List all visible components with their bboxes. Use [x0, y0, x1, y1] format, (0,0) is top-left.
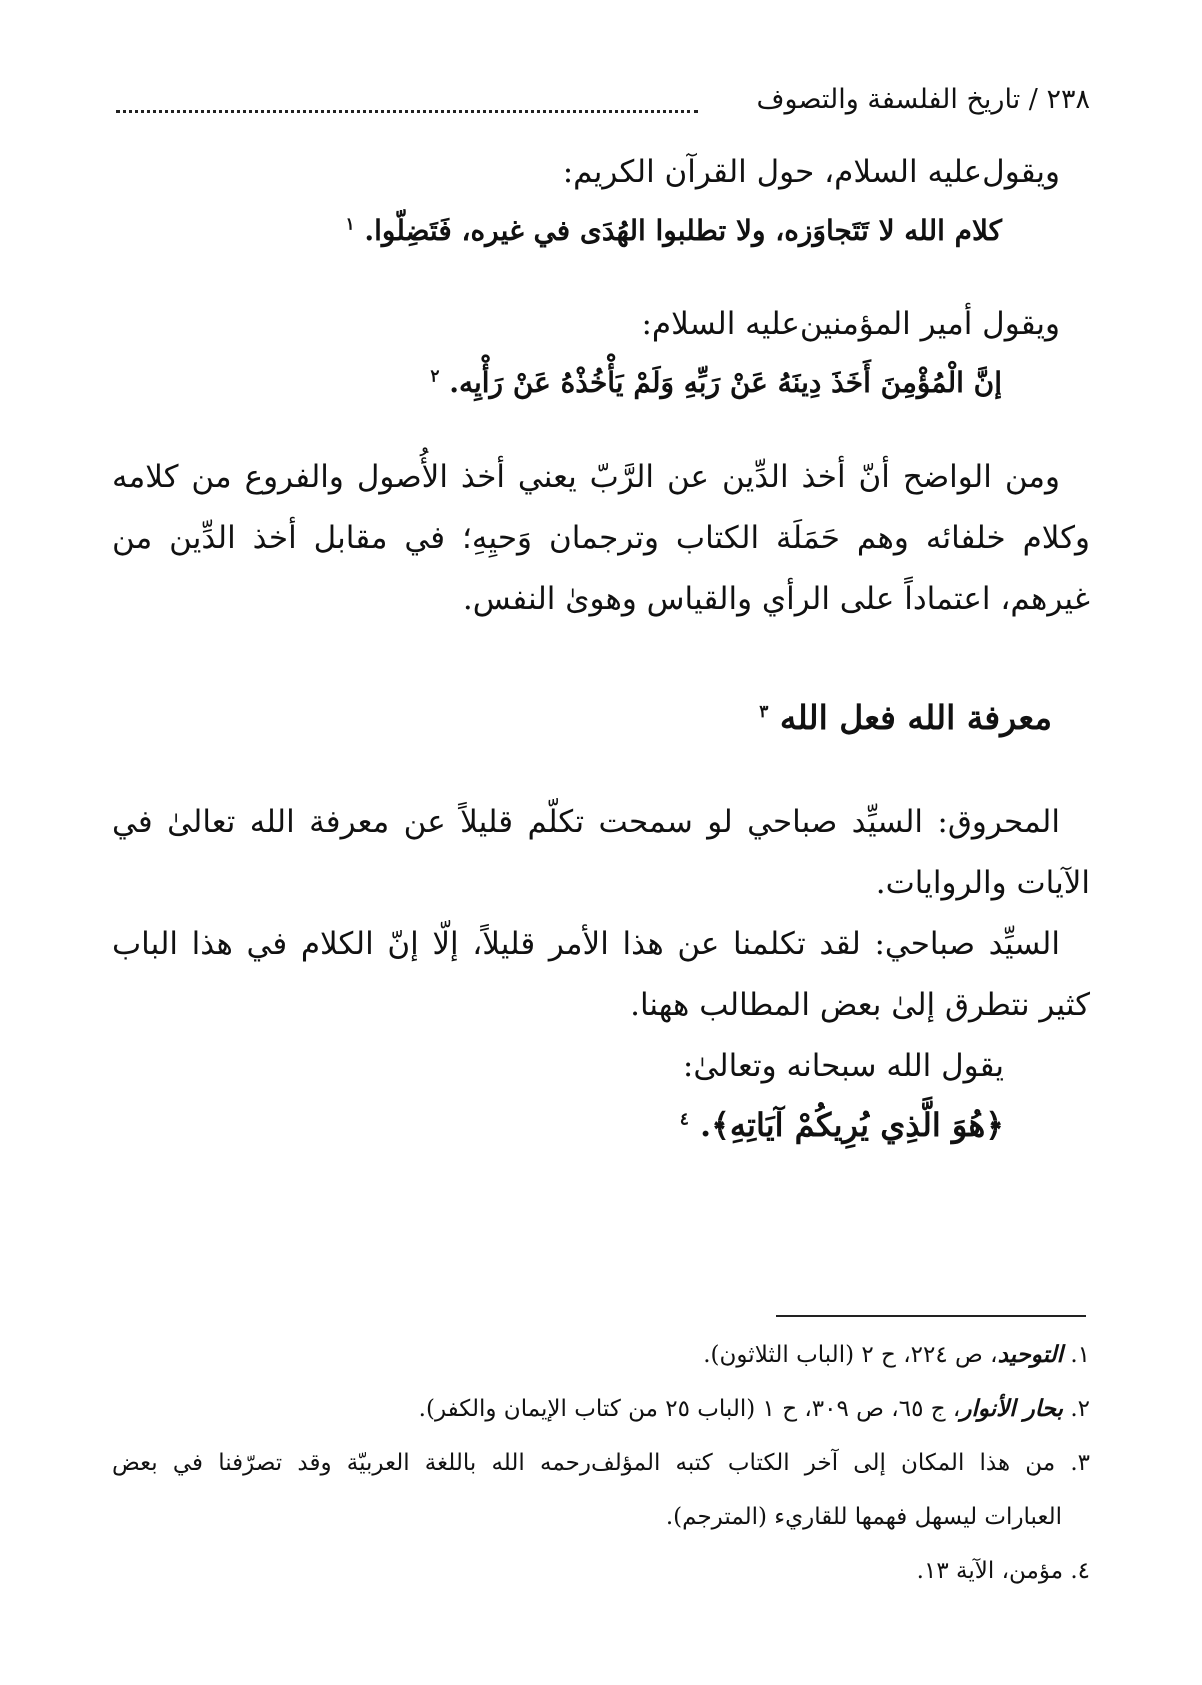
paragraph-1-line-3: غيرهم، اعتماداً على الرأي والقياس وهوىٰ النفس.: [462, 581, 1090, 617]
footnote-3-line-1: ٣. من هذا المكان إلى آخر الكتاب كتبه المؤلف‌رحمه الله باللغة العربيّة وقد تصرّفنا في بعض: [112, 1450, 1090, 1476]
section-title: [759, 695, 1052, 741]
footnote-ref-3: ٣: [759, 702, 769, 722]
paragraph-1-line-2: وكلام خلفائه وهم حَمَلَة الكتاب وترجمان وَحيِهِ؛ في مقابل أخذ الدِّين من: [112, 520, 1090, 556]
footnote-2: [419, 1392, 1090, 1426]
footnote-4: ٤. مؤمن، الآية ١٣.: [916, 1558, 1090, 1584]
footnote-3-line-2: العبارات ليسهل فهمها للقاريء (المترجم).: [665, 1504, 1062, 1530]
dialogue-2-line-2: كثير نتطرق إلىٰ بعض المطالب ههنا.: [630, 987, 1090, 1023]
footnote-1-number: ١.: [1063, 1342, 1090, 1368]
paragraph-1-line-1: ومن الواضح أنّ أخذ الدِّين عن الرَّبّ يعني أخذ الأُصول والفروع من كلامه: [112, 459, 1060, 495]
footnote-2-number: ٢.: [1063, 1396, 1090, 1422]
footnote-ref-1: ١: [345, 214, 355, 235]
intro-god-line: يقول الله سبحانه وتعالىٰ:: [682, 1048, 1004, 1084]
quote-1: [345, 210, 1002, 252]
footnote-1-book-title: التوحيد: [997, 1341, 1064, 1368]
footnote-1-citation: ، ص ٢٢٤، ح ٢ (الباب الثلاثون).: [703, 1342, 998, 1368]
dialogue-1-line-2: الآيات والروايات.: [875, 865, 1090, 901]
footnote-2-citation: ، ج ٦٥، ص ٣٠٩، ح ١ (الباب ٢٥ من كتاب الإيمان والكفر).: [418, 1396, 961, 1422]
quote-2-text: إنَّ الْمُؤْمِنَ أَخَذَ دِينَهُ عَنْ رَبِّهِ وَلَمْ يَأْخُذْهُ عَنْ رَأْيِه.: [449, 366, 1002, 399]
footnote-separator: [776, 1315, 1086, 1317]
footnote-ref-2: ٢: [430, 366, 440, 387]
intro-prophet-line: ويقول‌عليه السلام، حول القرآن الكريم:: [562, 154, 1060, 190]
footnote-2-book-title: بحار الأنوار: [960, 1395, 1064, 1422]
running-header: ٢٣٨ / تاريخ الفلسفة والتصوف: [756, 84, 1090, 115]
quote-2: [430, 362, 1002, 404]
quran-verse-text: ﴿هُوَ الَّذِي يُرِيكُمْ آيَاتِهِ﴾.: [700, 1106, 1004, 1144]
footnote-1: [703, 1338, 1090, 1372]
dialogue-2-line-1: السيِّد صباحي: لقد تكلمنا عن هذا الأمر قليلاً، إلّا إنّ الكلام في هذا الباب: [112, 926, 1060, 962]
intro-imam-line: ويقول أمير المؤمنين‌عليه السلام:: [641, 306, 1060, 342]
header-dotted-leader: [116, 96, 698, 113]
dialogue-1-line-1: المحروق: السيِّد صباحي لو سمحت تكلّم قليلاً عن معرفة الله تعالىٰ في: [112, 804, 1060, 840]
section-title-text: معرفة الله فعل الله: [779, 698, 1052, 737]
footnote-ref-4: ٤: [679, 1109, 689, 1130]
quran-verse: [680, 1104, 1004, 1146]
quote-1-text: كلام الله لا تَتَجاوَزه، ولا تطلبوا الهُدَى في غيره، فَتَضِلّوا.: [364, 214, 1002, 247]
